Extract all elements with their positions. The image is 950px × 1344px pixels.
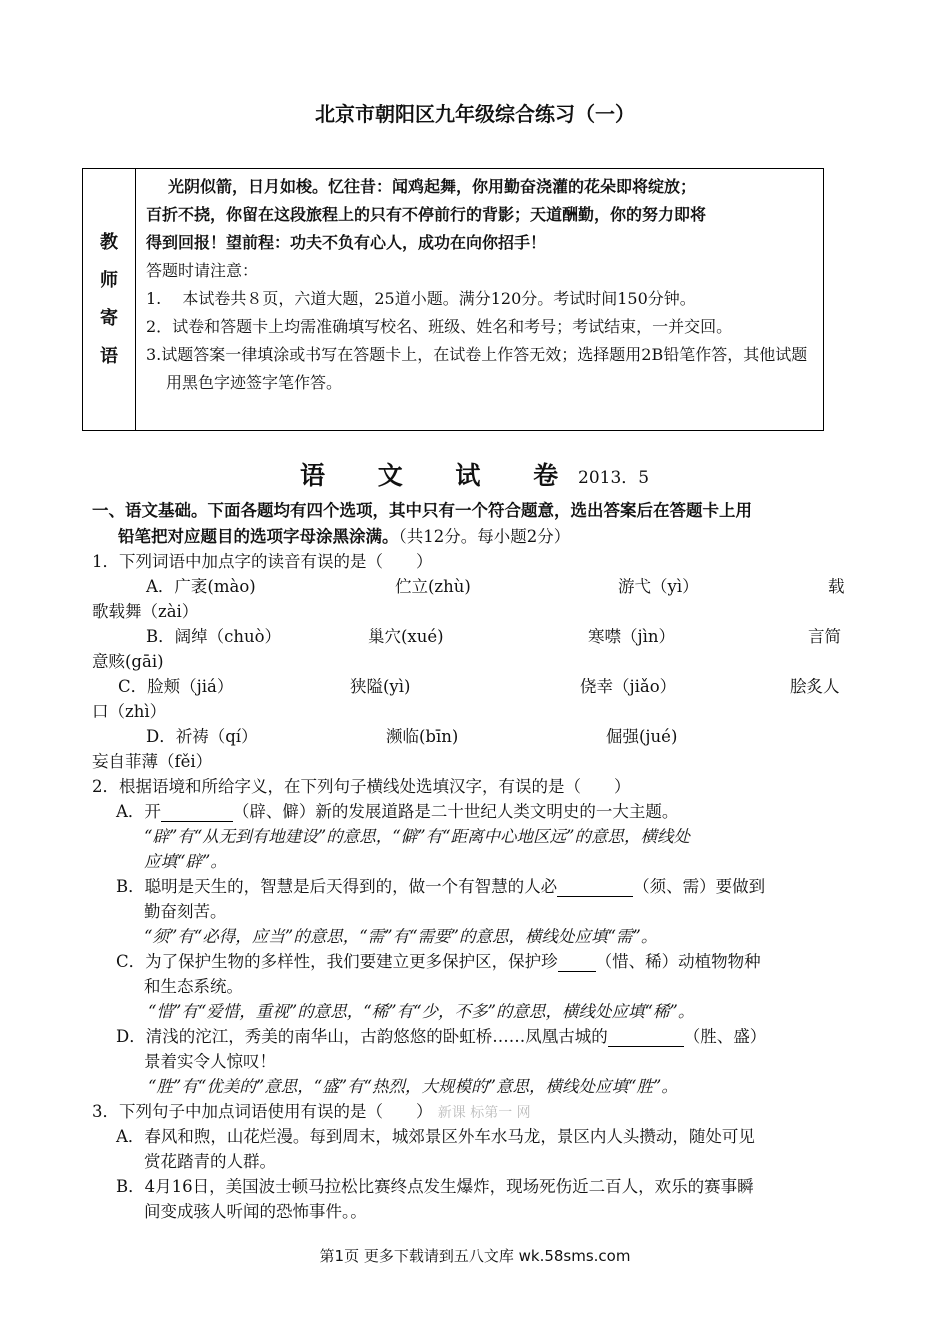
notice-body	[136, 169, 824, 431]
q2-note-c: “惜”有“爱惜，重视”的意思，“稀”有“少，不多”的意思，横线处应填“稀”。	[148, 1002, 695, 1021]
q1-option-a: A．广袤(mào)	[146, 577, 256, 596]
q1-option-b: 言简	[808, 627, 841, 646]
q1-option-c: 脍炙人	[790, 677, 840, 696]
teacher-notice-box	[82, 168, 824, 431]
q1-option-d: D．祈祷（qí）	[146, 727, 258, 746]
q1-option-b: 意赅(gāi)	[92, 652, 164, 671]
q2-option-b: 勤奋刻苦。	[144, 902, 227, 921]
q1-option-c: 口（zhì）	[92, 702, 167, 721]
motto-line: 得到回报！望前程：功夫不负有心人，成功在向你招手！	[146, 233, 547, 252]
q1-option-a: 歌载舞（zài）	[92, 602, 199, 621]
q1-option-a: 游弋（yì）	[618, 577, 699, 596]
side-char: 寄	[100, 307, 118, 329]
q1-option-b: B．阔绰（chuò）	[146, 627, 282, 646]
exam-date: 2013．5	[578, 468, 650, 488]
instruction-item: 3.试题答案一律填涂或书写在答题卡上，在试卷上作答无效；选择题用2B铅笔作答，其他试题用黑色字迹签字笔作答。	[146, 345, 808, 392]
q1-option-b: 巢穴(xué)	[368, 627, 444, 646]
q2-option-a: A．开 （辟、僻）新的发展道路是二十世纪人类文明史的一大主题。	[116, 802, 679, 821]
q2-option-c: C．为了保护生物的多样性，我们要建立更多保护区，保护珍 （惜、稀）动植物物种	[116, 952, 761, 971]
page-title: 北京市朝阳区九年级综合练习（一）	[315, 102, 635, 126]
side-char: 教	[100, 231, 118, 253]
section-heading: 一、语文基础。下面各题均有四个选项，其中只有一个符合题意，选出答案后在答题卡上用	[92, 501, 752, 520]
q2-option-d: 景着实令人惊叹！	[144, 1052, 276, 1071]
motto-line: 光阴似箭，日月如梭。忆往昔：闻鸡起舞，你用勤奋浇灌的花朵即将绽放；	[168, 177, 697, 196]
q3-option-b: 间变成骇人听闻的恐怖事件。。	[144, 1202, 367, 1221]
instruction-item: 2．试卷和答题卡上均需准确填写校名、班级、姓名和考号；考试结束，一并交回。	[146, 317, 733, 336]
q1-option-c: C．脸颊（jiá）	[118, 677, 234, 696]
instruction-item: 1. 本试卷共８页，六道大题，25道小题。满分120分。考试时间150分钟。	[146, 289, 696, 308]
q3-option-a: A．春风和煦，山花烂漫。每到周末，城郊景区外车水马龙，景区内人头攒动，随处可见	[116, 1127, 755, 1146]
q2-note-a: “辟”有“从无到有地建设”的意思，“僻”有“距离中心地区远”的意思，横线处	[144, 827, 690, 846]
q1-option-a: 伫立(zhù)	[395, 577, 471, 596]
q2-note-d: “胜”有“优美的”意思，“盛”有“热烈，大规模的”意思，横线处应填“胜”。	[148, 1077, 678, 1096]
q3-option-b: B．4月16日，美国波士顿马拉松比赛终点发生爆炸，现场死伤近二百人，欢乐的赛事瞬	[116, 1177, 754, 1196]
notice-side-label	[83, 169, 136, 431]
q1-option-d: 妄自菲薄（fěi）	[92, 752, 213, 771]
exam-title: 语 文 试 卷	[300, 461, 581, 490]
side-char: 语	[100, 345, 118, 367]
q3-stem: 3．下列句子中加点词语使用有误的是（ ） 新课 标第一 网	[92, 1102, 531, 1121]
q2-note-a: 应填“辟”。	[144, 852, 227, 871]
q1-option-a: 载	[828, 577, 845, 596]
q1-option-c: 狭隘(yì)	[350, 677, 411, 696]
section-heading-cont: 铅笔把对应题目的选项字母涂黑涂满。（共12分。每小题2分）	[118, 527, 571, 546]
instructions-head: 答题时请注意：	[146, 261, 259, 280]
q1-stem: 1．下列词语中加点字的读音有误的是（ ）	[92, 552, 433, 571]
q1-option-d: 濒临(bīn)	[386, 727, 459, 746]
q1-option-b: 寒噤（jìn）	[588, 627, 676, 646]
side-char: 师	[100, 269, 118, 291]
q1-option-d: 倔强(jué)	[606, 727, 678, 746]
watermark: 新课 标第一 网	[437, 1105, 531, 1121]
q2-option-d: D．清浅的沱江，秀美的南华山，古韵悠悠的卧虹桥……凤凰古城的 （胜、盛）	[116, 1027, 767, 1046]
q2-option-b: B．聪明是天生的，智慧是后天得到的，做一个有智慧的人必 （须、需）要做到	[116, 877, 766, 896]
q3-option-a: 赏花踏青的人群。	[144, 1152, 276, 1171]
page-footer: 第1页 更多下载请到五八文库 wk.58sms.com	[319, 1247, 631, 1265]
q2-stem: 2．根据语境和所给字义，在下列句子横线处选填汉字，有误的是（ ）	[92, 777, 631, 796]
q1-option-c: 侥幸（jiǎo）	[580, 677, 677, 696]
q2-note-b: “须”有“必得，应当”的意思，“需”有“需要”的意思，横线处应填“需”。	[144, 927, 658, 946]
motto-line: 百折不挠，你留在这段旅程上的只有不停前行的背影；天道酬勤，你的努力即将	[146, 205, 707, 224]
q2-option-c: 和生态系统。	[144, 977, 243, 996]
